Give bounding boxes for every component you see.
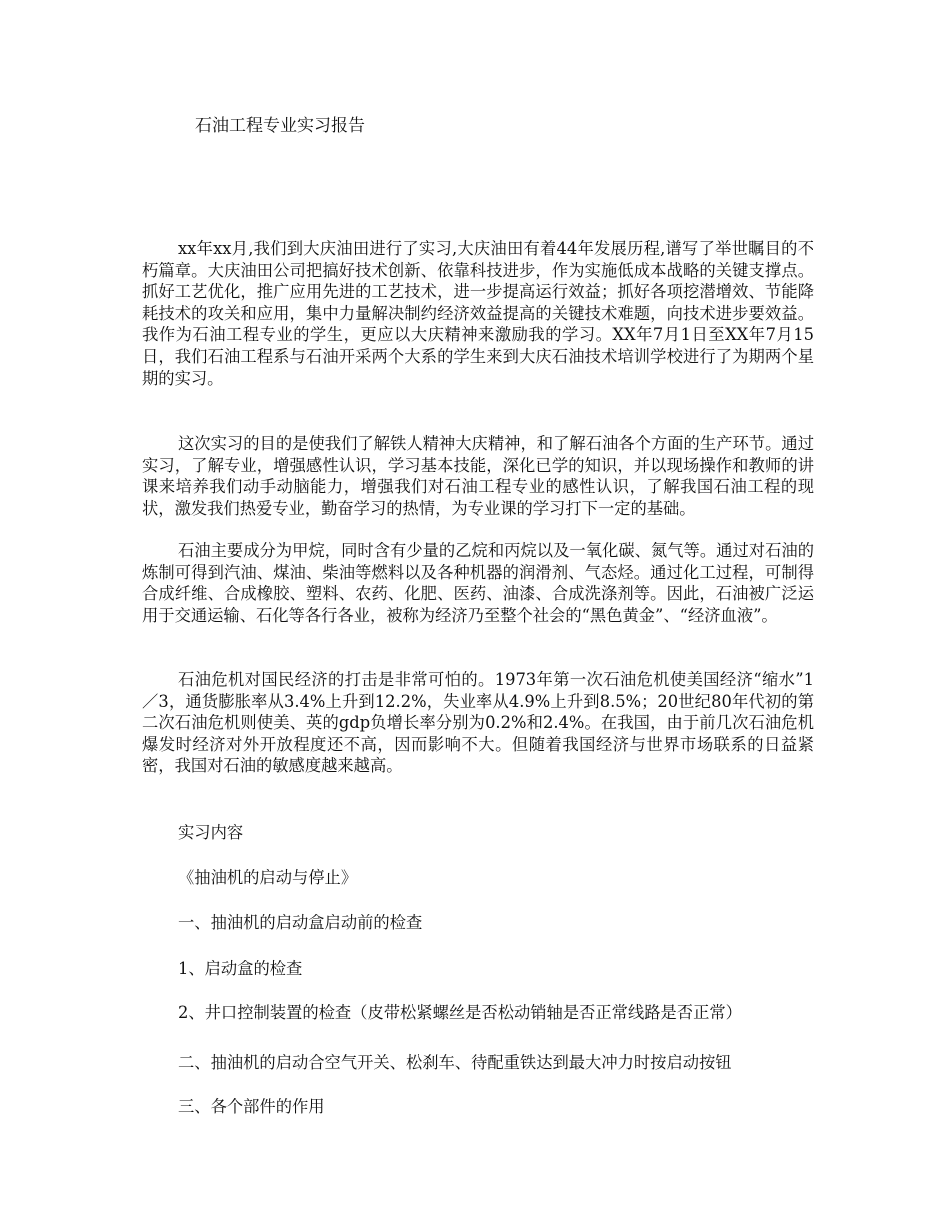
list-item-components: 三、各个部件的作用 [178, 1097, 325, 1116]
paragraph-composition: 石油主要成分为甲烷，同时含有少量的乙烷和丙烷以及一氧化碳、氮气等。通过对石油的炼制可得到汽油、煤油、柴油等燃料以及各种机器的润滑剂、气态烃。通过化工过程，可制得合成纤维、合成橡胶、塑料、农药、化肥、医药、油漆、合成洗涤剂等。因此，石油被广泛运用于交通运输、石化等各行各业，被称为经济乃至整个社会的“黑色黄金”、“经济血液”。 [142, 541, 814, 625]
list-item-wellhead-check: 2、井口控制装置的检查（皮带松紧螺丝是否松动销轴是否正常线路是否正常） [178, 1003, 742, 1022]
document-title: 石油工程专业实习报告 [195, 116, 365, 136]
paragraph-purpose: 这次实习的目的是使我们了解铁人精神大庆精神，和了解石油各个方面的生产环节。通过实习，了解专业，增强感性认识，学习基本技能，深化已学的知识，并以现场操作和教师的讲课来培养我们动手动脑能力，增强我们对石油工程专业的感性认识，了解我国石油工程的现状，激发我们热爱专业，勤奋学习的热情，为专业课的学习打下一定的基础。 [142, 434, 814, 518]
paragraph-crisis: 石油危机对国民经济的打击是非常可怕的。1973年第一次石油危机使美国经济“缩水”1／3，通货膨胀率从3.4%上升到12.2%，失业率从4.9%上升到8.5%；20世纪80年代初的第二次石油危机则使美、英的gdp负增长率分别为0.2%和2.4%。在我国，由于前几次石油危机爆发时经济对外开放程度还不高，因而影响不大。但随着我国经济与世界市场联系的日益紧密，我国对石油的敏感度越来越高。 [142, 670, 814, 776]
section-heading-content: 实习内容 [178, 823, 244, 842]
section-heading-pump: 《抽油机的启动与停止》 [178, 868, 358, 887]
list-item-box-check: 1、启动盒的检查 [178, 959, 303, 978]
list-item-check: 一、抽油机的启动盒启动前的检查 [178, 913, 423, 932]
list-item-start: 二、抽油机的启动合空气开关、松刹车、待配重铁达到最大冲力时按启动按钮 [178, 1053, 732, 1072]
paragraph-intro: xx年xx月,我们到大庆油田进行了实习,大庆油田有着44年发展历程,谱写了举世瞩目的不朽篇章。大庆油田公司把搞好技术创新、依靠科技进步，作为实施低成本战略的关键支撑点。抓好工艺优化，推广应用先进的工艺技术，进一步提高运行效益；抓好各项挖潜增效、节能降耗技术的攻关和应用，集中力量解决制约经济效益提高的关键技术难题，向技术进步要效益。我作为石油工程专业的学生，更应以大庆精神来激励我的学习。XX年7月1日至XX年7月15日，我们石油工程系与石油开采两个大系的学生来到大庆石油技术培训学校进行了为期两个星期的实习。 [142, 239, 814, 388]
